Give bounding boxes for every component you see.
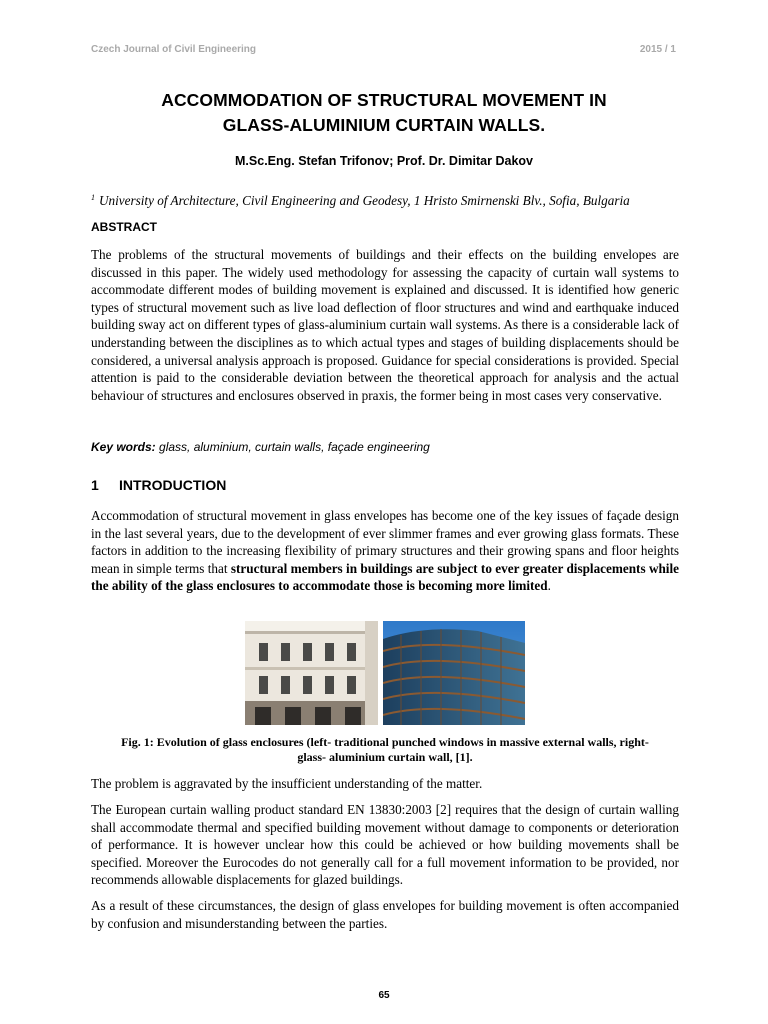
figure-caption — [91, 735, 679, 765]
intro-text-start: Accommodation of structural movement in glass envelopes has become one of the key issues of façade design in the last several years, due to the development of ever slimmer frames and ever growing glass formats. These factors in addition to the increasing flexibility of primary structures and their growing spans and floor heights mean in simple terms that — [91, 508, 679, 576]
intro-text-bold: structural members in buildings are subject to ever greater displacements while the ability of the glass enclosures to accommodate those is becoming more limited — [91, 560, 679, 594]
abstract-heading: ABSTRACT — [91, 220, 157, 234]
section-number: 1 — [91, 477, 99, 493]
journal-name: Czech Journal of Civil Engineering — [91, 44, 257, 55]
section-heading-introduction — [91, 477, 226, 493]
keywords-label: Key words: — [91, 440, 156, 454]
title-line-2: GLASS-ALUMINIUM CURTAIN WALLS. — [222, 115, 546, 135]
keywords — [91, 440, 430, 454]
title-line-1: ACCOMMODATION OF STRUCTURAL MOVEMENT IN — [161, 90, 607, 110]
abstract-text: The problems of the structural movements of buildings and their effects on the building envelopes are discussed in this paper. The widely used methodology for assessing the capacity of curtain wall systems to accommodate different modes of building movement is explained and discussed. It is identified how generic types of structural movement such as live load deflection of floor structures and wind and earthquake induced building sway act on different types of glass-aluminium curtain wall systems. As there is a considerable lack of understanding between the disciplines as to which actual types and stages of building displacements should be considered, a universal analysis approach is proposed. Guidance for special considerations is provided. Special attention is paid to the considerable deviation between the theoretical approach for analysis and the actual behaviour of structures and enclosures observed in praxis, the former being in most cases very conservative. — [91, 247, 679, 403]
figure-curtain-wall-image — [383, 621, 525, 725]
caption-line-2: glass- aluminium curtain wall, [1]. — [297, 750, 473, 764]
affiliation-mark: 1 — [91, 193, 95, 202]
intro-paragraph — [91, 507, 679, 595]
section-title: INTRODUCTION — [119, 477, 227, 493]
page-number: 65 — [378, 990, 390, 1001]
paragraph-3: The European curtain walling product standard EN 13830:2003 [2] requires that the design of curtain walling shall accommodate thermal and specified building movement without damage to components or deterioration of performance. It is however unclear how this could be achieved or how building movements shall be specified. Moreover the Eurocodes do not generally call for a full movement information to be provided, nor recommends allowable displacements for glazed buildings. — [91, 802, 679, 888]
caption-line-1: Fig. 1: Evolution of glass enclosures (left- traditional punched windows in massive external walls, right- — [121, 735, 649, 749]
paragraph-4: As a result of these circumstances, the design of glass envelopes for building movement is often accompanied by confusion and misunderstanding between the parties. — [91, 898, 679, 931]
intro-text-end: . — [547, 578, 551, 594]
paragraph-2: The problem is aggravated by the insufficient understanding of the matter. — [91, 776, 483, 791]
authors: M.Sc.Eng. Stefan Trifonov; Prof. Dr. Dimitar Dakov — [235, 154, 533, 168]
paper-title — [91, 88, 677, 138]
keywords-text: glass, aluminium, curtain walls, façade engineering — [155, 440, 430, 454]
figure-traditional-facade-image — [245, 621, 378, 725]
affiliation — [91, 193, 681, 209]
issue-number: 2015 / 1 — [639, 44, 676, 55]
affiliation-text: University of Architecture, Civil Engineering and Geodesy, 1 Hristo Smirnenski Blv., Sofia, Bulgaria — [99, 193, 630, 208]
